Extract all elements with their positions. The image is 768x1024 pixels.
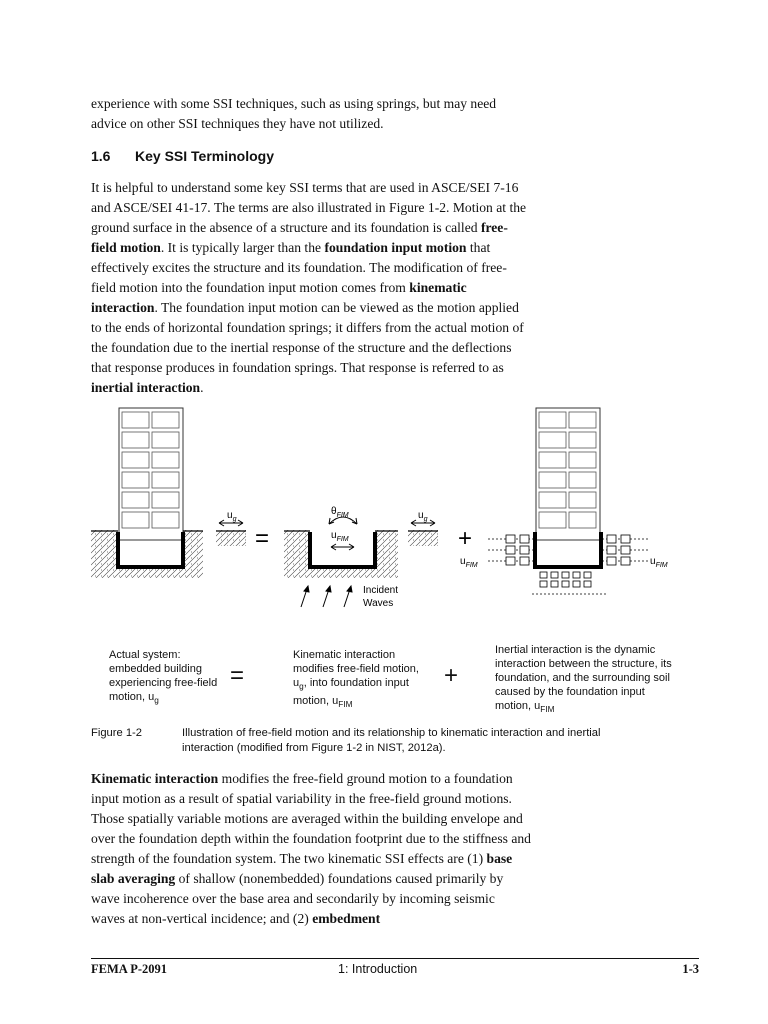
term-kinematic-interaction: kinematic interaction xyxy=(91,280,467,315)
figure-caption-text: Illustration of free-field motion and its relationship to kinematic interaction and inertial interaction (modified from Figure 1-2 in NIST, 2012a). xyxy=(182,727,601,754)
ssi-figure xyxy=(88,400,688,625)
text-run: . It is typically larger than the xyxy=(160,240,325,255)
plus-sign-caption: + xyxy=(444,662,459,689)
figure-caption xyxy=(91,726,651,756)
footer-document-id: FEMA P-2091 xyxy=(91,962,168,976)
inertial-diagram xyxy=(460,408,668,594)
free-field-soil-2 xyxy=(408,510,438,546)
section-number: 1.6 xyxy=(91,148,111,164)
terminology-paragraph xyxy=(91,178,531,398)
term-kinematic-interaction-2: Kinematic interaction xyxy=(91,771,219,786)
ug-label-2: $u_g$ xyxy=(418,510,428,523)
caption-inertial: Inertial interaction is the dynamic interaction between the structure, its foundation, and the surrounding soil caused by the foundation input motion, $u_{FIM}$ xyxy=(495,644,672,715)
ug-label-1: $u_g$ xyxy=(227,510,237,523)
actual-system-diagram xyxy=(91,408,203,578)
section-heading xyxy=(91,148,274,164)
free-field-soil-1 xyxy=(216,510,246,546)
term-foundation-input-motion: foundation input motion xyxy=(324,240,467,255)
plus-sign-figure: + xyxy=(458,525,473,552)
term-embedment: embedment xyxy=(312,911,381,926)
text-run: It is helpful to understand some key SSI terms that are used in ASCE/SEI 7-16 and ASCE/SEI 41-17. The terms are also illustrated in Figure 1-2. Motion at the ground surface in the absence of a structure and its foundation is called xyxy=(91,180,527,235)
caption-kinematic: Kinematic interaction modifies free-field motion, $u_g$, into foundation input motion, $u_{FIM}$ xyxy=(293,649,419,710)
figure-number: Figure 1-2 xyxy=(91,727,142,739)
foundation-springs-left xyxy=(488,535,534,565)
incident-label-2: Waves xyxy=(363,598,394,609)
section-title: Key SSI Terminology xyxy=(135,148,274,164)
equals-sign-caption: = xyxy=(230,662,245,689)
term-base-slab-averaging: base slab averaging xyxy=(91,851,513,886)
intro-paragraph: experience with some SSI techniques, such as using springs, but may need advice on other SSI techniques they have not utilized. xyxy=(91,96,497,131)
text-run: . xyxy=(200,380,204,395)
foundation-springs-right xyxy=(602,535,648,565)
footer-chapter: 1: Introduction xyxy=(338,962,418,976)
text-run: modifies the free-field ground motion to a foundation input motion as a result of spatial variability in the free-field ground motions. Those spatially variable motions are averaged within the building envelope and over the foundation depth within the foundation footprint due to the stiffness and strength of the foundation system. The two kinematic SSI effects are (1) xyxy=(91,771,531,866)
term-inertial-interaction: inertial interaction xyxy=(91,380,201,395)
foundation-springs-base xyxy=(532,572,606,594)
kinematic-paragraph xyxy=(91,769,531,929)
term-free-field-motion: free-field motion xyxy=(91,220,508,255)
footer-page-number: 1-3 xyxy=(682,962,699,976)
equals-sign-figure: = xyxy=(255,525,270,552)
ufim-label-middle: $u_{FIM}$ xyxy=(331,530,349,543)
ufim-label-right: $u_{FIM}$ xyxy=(650,556,668,569)
text-run: of shallow (nonembedded) foundations caused primarily by wave incoherence over the base area and secondarily by incoming seismic waves at non-vertical incidence; and (2) xyxy=(91,871,504,926)
kinematic-diagram xyxy=(284,506,398,609)
text-run: . The foundation input motion can be viewed as the motion applied to the ends of horizontal foundation springs; it differs from the actual motion of the foundation due to the inertial response of the structure and the deflections that response produces in foundation springs. That response is referred to as xyxy=(91,300,524,375)
incident-wave-arrows xyxy=(301,586,352,607)
caption-actual-system: Actual system: embedded building experiencing free-field motion, $u_g$ xyxy=(109,649,218,706)
footer-rule xyxy=(91,958,699,959)
ufim-label-left: $u_{FIM}$ xyxy=(460,556,478,569)
text-run: that effectively excites the structure and its foundation. The modification of free-field motion into the foundation input motion comes from xyxy=(91,240,507,295)
incident-label-1: Incident xyxy=(363,585,399,596)
theta-fim-label: $\theta_{FIM}$ xyxy=(331,506,349,519)
